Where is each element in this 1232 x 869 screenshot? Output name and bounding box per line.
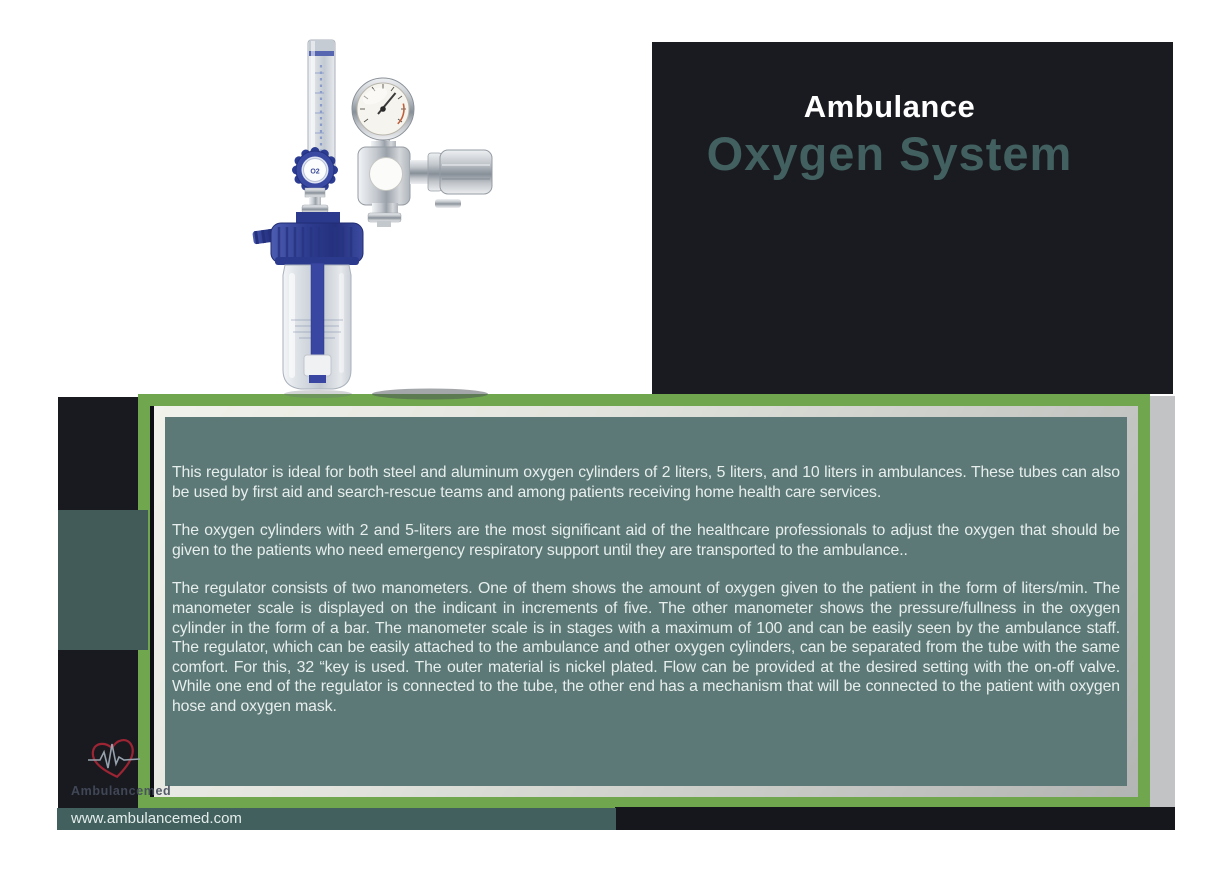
page-subtitle: Oxygen System	[706, 127, 1073, 180]
product-shadow	[372, 389, 488, 400]
description-box	[165, 417, 1127, 786]
description-paragraph-3: The regulator consists of two manometers. One of them shows the amount of oxygen given to the patient in the form of liters/min. The manometer scale is displayed on the indicant in increments of five. The other manometer shows the pressure/fullness in the oxygen cylinder in the form of a bar. The manometer scale is in stages with a maximum of 100 and can be easily seen by the ambulance staff. The regulator, which can be easily attached to the ambulance and other oxygen cylinders, can be separated from the tube with the same comfort. For this, 32 “key is used. The outer material is nickel plated. Flow can be provided at the desired setting with the on-off valve. While one end of the regulator is connected to the tube, the other end has a mechanism that will be connected to the patient with oxygen hose and oxygen mask.	[172, 580, 1120, 715]
panel-inner-border	[154, 406, 1138, 797]
heart-ekg-icon	[86, 736, 142, 782]
pressure-gauge	[352, 78, 414, 149]
deco-bar-dark	[615, 807, 1175, 830]
deco-strip-gray	[1150, 396, 1175, 809]
cylinder-connector-nut	[410, 150, 492, 194]
humidifier-bottle	[252, 212, 363, 389]
website-bar	[57, 808, 616, 830]
website-url: www.ambulancemed.com	[71, 810, 242, 827]
product-photo	[225, 25, 565, 400]
page-title: Ambulance	[803, 89, 976, 124]
description-paragraph-2: The oxygen cylinders with 2 and 5-liters are the most significant aid of the healthcare professionals to adjust the oxygen that should be given to the patients who need emergency respiratory support until they are transported to the ambulance..	[172, 522, 1120, 559]
ambulancemed-logo	[64, 736, 174, 798]
logo-wordmark: Ambulancemed	[71, 784, 172, 798]
title-panel	[652, 42, 1173, 394]
bottle-shadow	[284, 390, 352, 398]
content-panel	[138, 394, 1150, 809]
deco-block-dark-top	[58, 397, 138, 510]
description-paragraph-1: This regulator is ideal for both steel and aluminum oxygen cylinders of 2 liters, 5 liters, and 10 liters in ambulances. These tubes can also be used by first aid and search-rescue teams and among patients receiving home health care services.	[172, 464, 1120, 501]
panel-inner-line	[150, 406, 1138, 797]
deco-block-teal-mid	[58, 510, 148, 650]
knob-label: O2	[310, 168, 320, 176]
